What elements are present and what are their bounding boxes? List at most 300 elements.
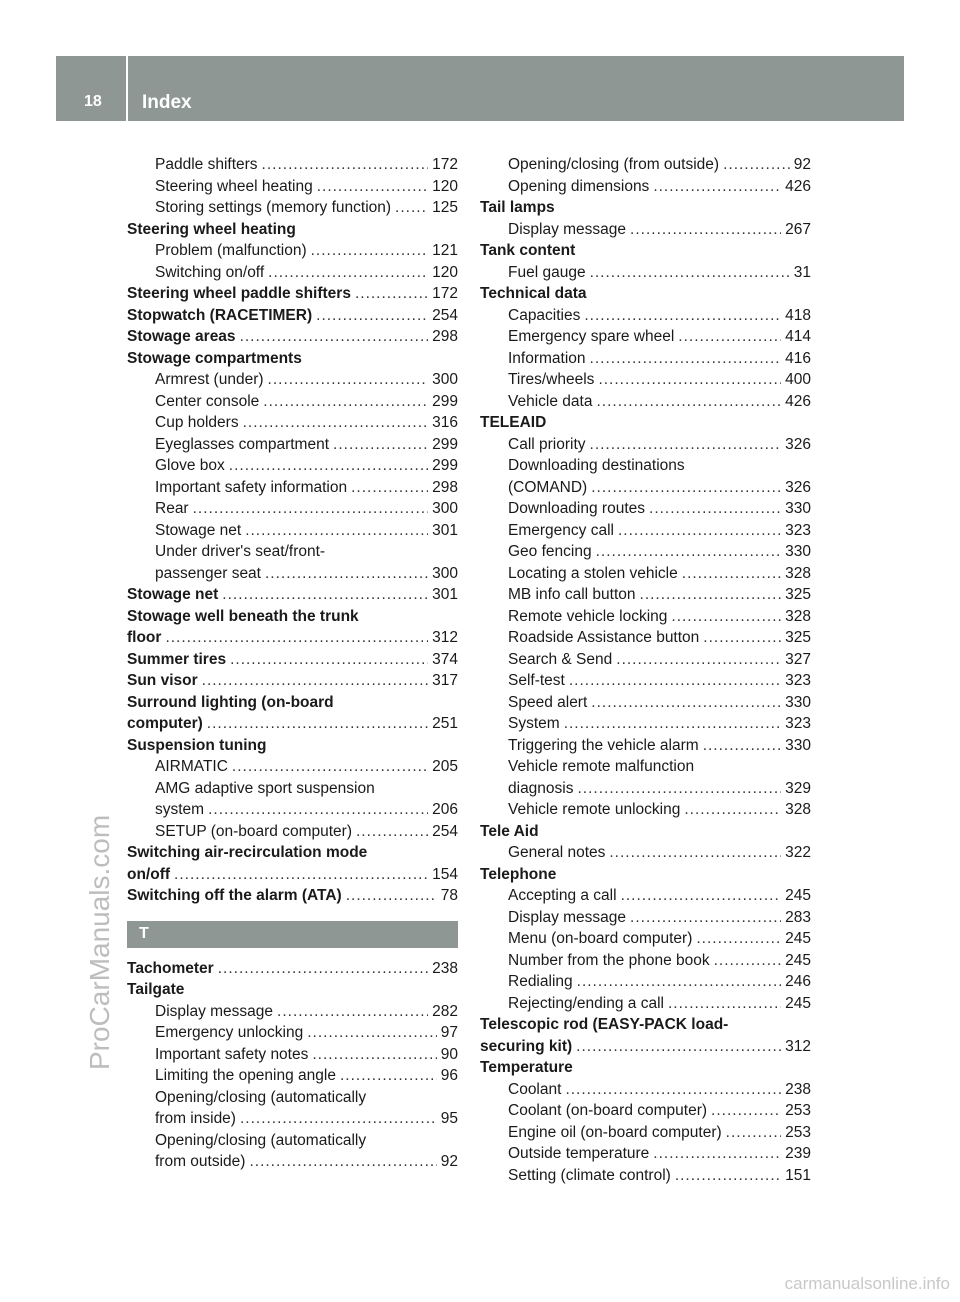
entry-page-number: 95	[440, 1110, 458, 1127]
entry-page-number: 426	[785, 392, 811, 410]
entry-page-number: 325	[785, 586, 811, 603]
entry-page-number: 328	[785, 607, 811, 625]
entry-label: Vehicle data	[508, 392, 593, 410]
leader-dots	[317, 176, 428, 198]
leader-dots	[653, 176, 781, 198]
entry-page-number: 323	[785, 672, 811, 689]
index-subentry	[127, 1065, 458, 1087]
entry-page-number: 298	[432, 478, 458, 496]
index-entry	[127, 305, 458, 327]
index-entry	[127, 219, 458, 241]
entry-label: Capacities	[508, 306, 581, 324]
side-watermark: ProCarManuals.com	[84, 814, 115, 1070]
leader-dots	[312, 1044, 436, 1066]
entry-page-number: 414	[785, 328, 811, 345]
leader-dots	[618, 520, 781, 542]
leader-dots	[351, 477, 428, 499]
entry-label: Technical data	[480, 285, 587, 302]
index-entry	[127, 348, 458, 370]
entry-page-number: 121	[432, 242, 458, 259]
index-subentry	[127, 455, 458, 477]
index-subentry	[127, 799, 458, 821]
entry-label: Emergency spare wheel	[508, 328, 675, 345]
entry-label: Surround lighting (on-board	[127, 693, 334, 711]
entry-label: Call priority	[508, 435, 586, 453]
entry-label: computer)	[127, 715, 203, 732]
leader-dots	[243, 412, 429, 434]
leader-dots	[616, 649, 781, 671]
index-subentry	[480, 842, 811, 864]
index-entry	[127, 885, 458, 907]
entry-label: Speed alert	[508, 693, 588, 711]
entry-page-number: 238	[785, 1080, 811, 1098]
bottom-watermark: carmanualsonline.info	[784, 1274, 950, 1293]
entry-label: Self-test	[508, 672, 565, 689]
index-subentry	[480, 176, 811, 198]
leader-dots	[307, 1022, 437, 1044]
entry-label: passenger seat	[155, 564, 261, 582]
entry-page-number: 301	[432, 586, 458, 603]
entry-label: Setting (climate control)	[508, 1166, 671, 1184]
entry-page-number: 245	[785, 930, 811, 947]
entry-page-number: 330	[785, 543, 811, 560]
leader-dots	[174, 864, 428, 886]
leader-dots	[340, 1065, 437, 1087]
entry-label: Steering wheel paddle shifters	[127, 285, 351, 302]
entry-page-number: 125	[432, 199, 458, 216]
entry-label: Important safety information	[155, 478, 348, 496]
entry-page-number: 299	[432, 457, 458, 474]
index-subentry	[480, 606, 811, 628]
index-subentry	[127, 1001, 458, 1023]
index-entry	[127, 283, 458, 305]
leader-dots	[207, 713, 428, 735]
leader-dots	[590, 434, 782, 456]
index-entry	[127, 735, 458, 757]
index-subentry	[127, 563, 458, 585]
index-subentry	[127, 477, 458, 499]
entry-label: Outside temperature	[508, 1145, 650, 1162]
entry-page-number: 96	[440, 1067, 458, 1084]
entry-page-number: 206	[432, 801, 458, 818]
entry-label: Paddle shifters	[155, 156, 258, 173]
index-subentry	[127, 412, 458, 434]
entry-page-number: 300	[432, 500, 458, 517]
index-entry	[480, 197, 811, 219]
index-subentry	[127, 1022, 458, 1044]
entry-page-number: 120	[432, 177, 458, 195]
entry-label: Engine oil (on-board computer)	[508, 1123, 722, 1141]
leader-dots	[262, 154, 429, 176]
leader-dots	[649, 498, 781, 520]
leader-dots	[564, 713, 781, 735]
leader-dots	[621, 885, 782, 907]
entry-label: Suspension tuning	[127, 736, 267, 754]
leader-dots	[240, 326, 429, 348]
index-subentry	[480, 1122, 811, 1144]
index-entry	[480, 1057, 811, 1079]
leader-dots	[578, 778, 782, 800]
entry-label: Menu (on-board computer)	[508, 930, 693, 947]
entry-page-number: 205	[432, 758, 458, 775]
entry-label: SETUP (on-board computer)	[155, 822, 352, 840]
index-entry	[127, 842, 458, 864]
index-subentry	[480, 391, 811, 413]
entry-label: Limiting the opening angle	[155, 1067, 336, 1084]
index-subentry	[127, 756, 458, 778]
leader-dots	[240, 1108, 437, 1130]
leader-dots	[230, 649, 428, 671]
entry-label: Under driver's seat/front-	[155, 543, 326, 560]
entry-page-number: 317	[432, 672, 458, 689]
index-subentry	[480, 735, 811, 757]
entry-label: Vehicle remote unlocking	[508, 801, 681, 818]
leader-dots	[596, 391, 781, 413]
index-entry	[127, 326, 458, 348]
index-subentry	[480, 799, 811, 821]
leader-dots	[640, 584, 782, 606]
leader-dots	[596, 541, 782, 563]
leader-dots	[232, 756, 428, 778]
entry-page-number: 282	[432, 1002, 458, 1020]
page-header-bar	[56, 56, 904, 121]
entry-page-number: 246	[785, 973, 811, 990]
entry-label: Cup holders	[155, 414, 239, 431]
entry-page-number: 245	[785, 994, 811, 1012]
entry-label: System	[508, 715, 560, 732]
entry-label: Stopwatch (RACETIMER)	[127, 306, 313, 324]
index-entry	[480, 240, 811, 262]
leader-dots	[682, 563, 781, 585]
index-subentry	[480, 1079, 811, 1101]
leader-dots	[569, 670, 781, 692]
index-subentry	[127, 240, 458, 262]
entry-label: Tachometer	[127, 959, 214, 977]
index-entry	[480, 283, 811, 305]
entry-label: General notes	[508, 844, 606, 861]
leader-dots	[316, 305, 428, 327]
leader-dots	[590, 262, 790, 284]
entry-page-number: 238	[432, 959, 458, 977]
index-column-left	[127, 154, 458, 1173]
index-subentry	[127, 1087, 458, 1109]
entry-label: Rear	[155, 500, 189, 517]
index-subentry	[127, 369, 458, 391]
leader-dots	[671, 606, 781, 628]
entry-label: Sun visor	[127, 672, 198, 689]
index-subentry	[127, 154, 458, 176]
entry-label: securing kit)	[480, 1037, 573, 1055]
index-subentry	[480, 1100, 811, 1122]
entry-page-number: 416	[785, 349, 811, 367]
entry-label: Display message	[155, 1002, 274, 1020]
index-subentry	[480, 627, 811, 649]
entry-page-number: 328	[785, 564, 811, 582]
entry-page-number: 151	[785, 1166, 811, 1184]
entry-label: Switching air-recirculation mode	[127, 844, 368, 861]
leader-dots	[703, 627, 781, 649]
entry-label: Tailgate	[127, 981, 185, 998]
leader-dots	[630, 907, 781, 929]
index-entry	[127, 606, 458, 628]
index-subentry	[480, 563, 811, 585]
index-subentry	[127, 391, 458, 413]
entry-label: diagnosis	[508, 779, 574, 797]
leader-dots	[263, 391, 428, 413]
index-subentry	[480, 584, 811, 606]
leader-dots	[208, 799, 428, 821]
entry-page-number: 301	[432, 521, 458, 539]
entry-page-number: 316	[432, 414, 458, 431]
entry-page-number: 254	[432, 306, 458, 324]
entry-page-number: 299	[432, 392, 458, 410]
index-subentry	[480, 219, 811, 241]
entry-label: MB info call button	[508, 586, 636, 603]
entry-label: Opening dimensions	[508, 177, 650, 195]
entry-label: on/off	[127, 865, 171, 883]
entry-label: Armrest (under)	[155, 371, 264, 388]
entry-page-number: 418	[785, 306, 811, 324]
entry-page-number: 300	[432, 564, 458, 582]
index-subentry	[127, 498, 458, 520]
entry-label: Stowage well beneath the trunk	[127, 607, 359, 625]
entry-page-number: 312	[785, 1037, 811, 1055]
entry-label: Stowage net	[127, 586, 219, 603]
index-subentry	[127, 520, 458, 542]
index-subentry	[127, 197, 458, 219]
entry-page-number: 330	[785, 736, 811, 754]
index-subentry	[480, 1165, 811, 1187]
index-subentry	[127, 541, 458, 563]
index-subentry	[480, 778, 811, 800]
index-column-right	[480, 154, 811, 1186]
entry-label: Steering wheel heating	[127, 220, 296, 238]
entry-page-number: 374	[432, 650, 458, 668]
page-number-box	[56, 56, 128, 121]
entry-page-number: 328	[785, 801, 811, 818]
index-entry	[127, 979, 458, 1001]
index-subentry	[480, 369, 811, 391]
entry-page-number: 325	[785, 629, 811, 646]
leader-dots	[565, 1079, 781, 1101]
leader-dots	[703, 735, 781, 757]
index-subentry	[480, 477, 811, 499]
leader-dots	[711, 1100, 781, 1122]
entry-page-number: 253	[785, 1123, 811, 1141]
leader-dots	[584, 305, 781, 327]
entry-label: Triggering the vehicle alarm	[508, 736, 699, 754]
leader-dots	[165, 627, 428, 649]
leader-dots	[193, 498, 429, 520]
entry-label: Geo fencing	[508, 543, 592, 560]
entry-label: Redialing	[508, 973, 573, 990]
entry-page-number: 120	[432, 263, 458, 281]
entry-page-number: 90	[440, 1045, 458, 1063]
leader-dots	[222, 584, 428, 606]
entry-label: AIRMATIC	[155, 758, 228, 775]
entry-label: Display message	[508, 220, 627, 238]
entry-label: Stowage areas	[127, 328, 236, 345]
index-subentry	[480, 434, 811, 456]
entry-page-number: 172	[432, 156, 458, 173]
index-subentry	[127, 778, 458, 800]
index-subentry	[480, 713, 811, 735]
entry-page-number: 326	[785, 435, 811, 453]
index-subentry	[480, 971, 811, 993]
page-number: 18	[84, 93, 102, 110]
index-subentry	[480, 928, 811, 950]
index-subentry	[127, 262, 458, 284]
index-subentry	[480, 262, 811, 284]
index-subentry	[480, 541, 811, 563]
entry-label: from inside)	[155, 1110, 236, 1127]
index-subentry	[480, 520, 811, 542]
leader-dots	[356, 821, 428, 843]
index-subentry	[480, 348, 811, 370]
entry-label: TELEAID	[480, 414, 547, 431]
index-subentry	[480, 154, 811, 176]
entry-label: Opening/closing (automatically	[155, 1131, 367, 1149]
index-subentry	[127, 1108, 458, 1130]
page-title: Index	[142, 92, 192, 113]
index-subentry	[127, 1130, 458, 1152]
leader-dots	[630, 219, 781, 241]
entry-label: Switching off the alarm (ATA)	[127, 887, 342, 904]
entry-label: Information	[508, 349, 586, 367]
entry-label: Emergency unlocking	[155, 1024, 304, 1041]
entry-page-number: 298	[432, 328, 458, 345]
index-entry	[480, 821, 811, 843]
entry-label: Downloading routes	[508, 500, 646, 517]
leader-dots	[591, 692, 781, 714]
leader-dots	[277, 1001, 428, 1023]
entry-label: Opening/closing (automatically	[155, 1088, 367, 1106]
index-entry	[127, 864, 458, 886]
entry-label: Switching on/off	[155, 263, 265, 281]
entry-label: Remote vehicle locking	[508, 607, 668, 625]
leader-dots	[355, 283, 428, 305]
leader-dots	[395, 197, 428, 219]
leader-dots	[609, 842, 781, 864]
entry-label: Telescopic rod (EASY-PACK load-	[480, 1016, 729, 1033]
entry-page-number: 323	[785, 715, 811, 732]
entry-page-number: 283	[785, 908, 811, 926]
entry-page-number: 154	[432, 865, 458, 883]
leader-dots	[726, 1122, 781, 1144]
entry-page-number: 312	[432, 629, 458, 646]
index-subentry	[480, 455, 811, 477]
entry-page-number: 245	[785, 951, 811, 969]
index-subentry	[480, 1143, 811, 1165]
index-subentry	[127, 176, 458, 198]
entry-label: system	[155, 801, 205, 818]
entry-label: Tank content	[480, 242, 576, 259]
entry-page-number: 299	[432, 435, 458, 453]
index-subentry	[480, 993, 811, 1015]
entry-page-number: 78	[440, 887, 458, 904]
entry-page-number: 400	[785, 371, 811, 388]
leader-dots	[598, 369, 781, 391]
index-entry	[127, 670, 458, 692]
entry-label: Vehicle remote malfunction	[508, 758, 695, 775]
index-subentry	[480, 670, 811, 692]
entry-label: Summer tires	[127, 650, 227, 668]
entry-page-number: 239	[785, 1145, 811, 1162]
entry-label: Storing settings (memory function)	[155, 199, 392, 216]
leader-dots	[346, 885, 437, 907]
entry-page-number: 172	[432, 285, 458, 302]
entry-label: Display message	[508, 908, 627, 926]
index-subentry	[480, 950, 811, 972]
entry-page-number: 329	[785, 779, 811, 797]
leader-dots	[245, 520, 428, 542]
index-entry	[480, 864, 811, 886]
leader-dots	[590, 348, 782, 370]
entry-page-number: 251	[432, 715, 458, 732]
entry-label: Coolant	[508, 1080, 562, 1098]
leader-dots	[576, 1036, 781, 1058]
entry-label: Locating a stolen vehicle	[508, 564, 678, 582]
entry-page-number: 322	[785, 844, 811, 861]
leader-dots	[268, 262, 428, 284]
entry-label: Roadside Assistance button	[508, 629, 700, 646]
index-subentry	[480, 692, 811, 714]
entry-page-number: 327	[785, 650, 811, 668]
entry-label: Fuel gauge	[508, 263, 586, 281]
index-entry	[480, 1036, 811, 1058]
leader-dots	[675, 1165, 781, 1187]
entry-label: Problem (malfunction)	[155, 242, 307, 259]
entry-page-number: 97	[440, 1024, 458, 1041]
entry-page-number: 31	[793, 263, 811, 281]
leader-dots	[218, 958, 428, 980]
entry-label: Temperature	[480, 1059, 573, 1076]
entry-label: Eyeglasses compartment	[155, 435, 330, 453]
entry-page-number: 326	[785, 478, 811, 496]
leader-dots	[311, 240, 429, 262]
leader-dots	[696, 928, 781, 950]
index-subentry	[480, 498, 811, 520]
index-subentry	[480, 326, 811, 348]
leader-dots	[684, 799, 781, 821]
index-subentry	[480, 756, 811, 778]
entry-label: Downloading destinations	[508, 457, 685, 474]
entry-page-number: 323	[785, 521, 811, 539]
entry-page-number: 330	[785, 500, 811, 517]
entry-label: Emergency call	[508, 521, 614, 539]
entry-label: Glove box	[155, 457, 225, 474]
index-subentry	[127, 821, 458, 843]
leader-dots	[333, 434, 428, 456]
entry-label: floor	[127, 629, 162, 646]
entry-label: Center console	[155, 392, 260, 410]
entry-page-number: 267	[785, 220, 811, 238]
entry-label: Telephone	[480, 865, 557, 883]
entry-label: Stowage compartments	[127, 349, 302, 367]
entry-label: Opening/closing (from outside)	[508, 156, 720, 173]
index-entry	[127, 584, 458, 606]
entry-label: Accepting a call	[508, 887, 617, 904]
entry-label: Stowage net	[155, 521, 242, 539]
index-subentry	[127, 1044, 458, 1066]
index-entry	[127, 627, 458, 649]
entry-page-number: 253	[785, 1102, 811, 1119]
leader-dots	[714, 950, 782, 972]
leader-dots	[591, 477, 781, 499]
entry-label: AMG adaptive sport suspension	[155, 779, 375, 797]
entry-label: from outside)	[155, 1153, 246, 1170]
index-subentry	[480, 649, 811, 671]
